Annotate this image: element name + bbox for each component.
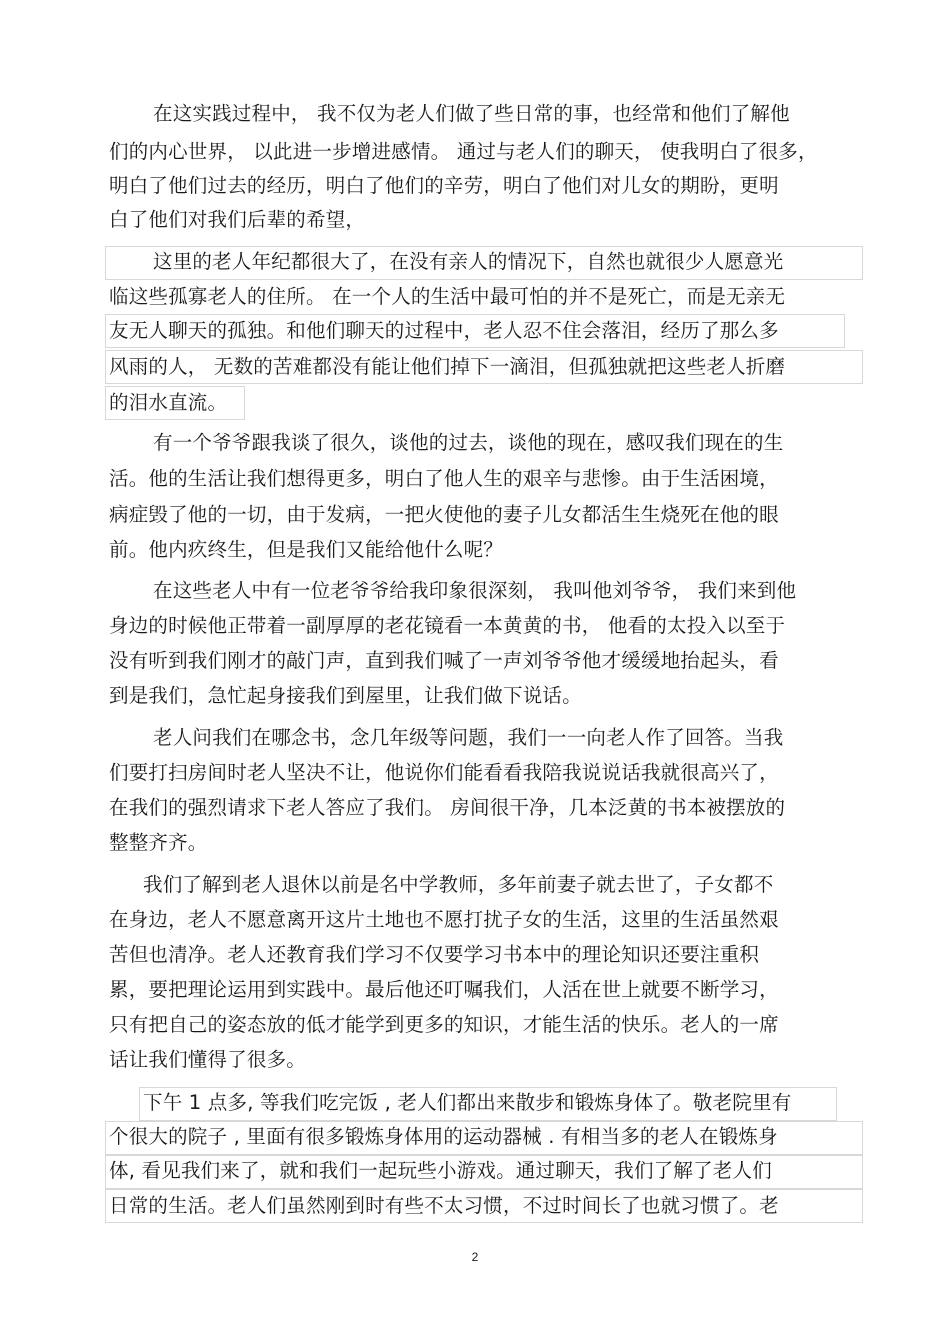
text-line: 下午 1 点多, 等我们吃完饭 , 老人们都出来散步和锻炼身体了。敬老院里有	[143, 1091, 792, 1114]
text-line: 风雨的人， 无数的苦难都没有能让他们掉下一滴泪，但孤独就把这些老人折磨	[109, 355, 786, 378]
text-line: 明白了他们过去的经历，明白了他们的辛劳，明白了他们对儿女的期盼，更明	[109, 174, 779, 197]
text-line: 病症毁了他的一切，由于发病，一把火使他的妻子儿女都活生生烧死在他的眼	[109, 503, 779, 526]
text-line: 在我们的强烈请求下老人答应了我们。 房间很干净，几本泛黄的书本被摆放的	[109, 796, 786, 819]
text-line: 这里的老人年纪都很大了，在没有亲人的情况下，自然也就很少人愿意光	[153, 250, 784, 273]
text-line: 们要打扫房间时老人坚决不让，他说你们能看看我陪我说说话我就很高兴了，	[109, 761, 779, 784]
text-line: 我们了解到老人退休以前是名中学教师，多年前妻子就去世了，子女都不	[143, 873, 774, 896]
text-line: 没有听到我们刚才的敲门声，直到我们喊了一声刘爷爷他才缓缓地抬起头，看	[109, 649, 779, 672]
text-line: 只有把自己的姿态放的低才能学到更多的知识，才能生活的快乐。老人的一席	[109, 1013, 779, 1036]
text-line: 在这些老人中有一位老爷爷给我印象很深刻， 我叫他刘爷爷， 我们来到他	[153, 579, 797, 602]
text-line: 们的内心世界， 以此进一步增进感情。 通过与老人们的聊天， 使我明白了很多，	[109, 140, 818, 163]
text-line: 在身边，老人不愿意离开这片土地也不愿打扰子女的生活，这里的生活虽然艰	[109, 908, 779, 931]
text-line: 身边的时候他正带着一副厚厚的老花镜看一本黄黄的书， 他看的太投入以至于	[109, 614, 786, 637]
text-line: 有一个爷爷跟我谈了很久，谈他的过去，谈他的现在，感叹我们现在的生	[153, 431, 784, 454]
text-line: 体, 看见我们来了，就和我们一起玩些小游戏。通过聊天，我们了解了老人们	[109, 1159, 772, 1182]
text-line: 整整齐齐。	[109, 831, 208, 854]
text-line: 老人问我们在哪念书，念几年级等问题，我们一一向老人作了回答。当我	[153, 726, 784, 749]
text-line: 活。他的生活让我们想得更多，明白了他人生的艰辛与悲惨。由于生活困境，	[109, 467, 779, 490]
text-line: 在这实践过程中， 我不仅为老人们做了些日常的事，也经常和他们了解他	[153, 102, 790, 125]
text-line: 日常的生活。老人们虽然刚到时有些不太习惯，不过时间长了也就习惯了。老	[109, 1194, 779, 1217]
text-line: 前。他内疚终生，但是我们又能给他什么呢？	[109, 538, 504, 561]
text-line: 的泪水直流。	[109, 391, 228, 414]
text-line: 到是我们，急忙起身接我们到屋里，让我们做下说话。	[109, 684, 582, 707]
text-line: 累，要把理论运用到实践中。最后他还叮嘱我们，人活在世上就要不断学习，	[109, 978, 779, 1001]
text-line: 苦但也清净。老人还教育我们学习不仅要学习书本中的理论知识还要注重积	[109, 943, 760, 966]
page-number: 2	[471, 1250, 479, 1264]
text-line: 临这些孤寡老人的住所。 在一个人的生活中最可怕的并不是死亡，而是无亲无	[109, 285, 786, 308]
text-line: 个很大的院子 , 里面有很多锻炼身体用的运动器械 . 有相当多的老人在锻炼身	[109, 1125, 778, 1148]
text-line: 友无人聊天的孤独。和他们聊天的过程中，老人忍不住会落泪，经历了那么多	[109, 319, 779, 342]
text-line: 话让我们懂得了很多。	[109, 1048, 307, 1071]
text-line: 白了他们对我们后辈的希望，	[109, 208, 366, 231]
